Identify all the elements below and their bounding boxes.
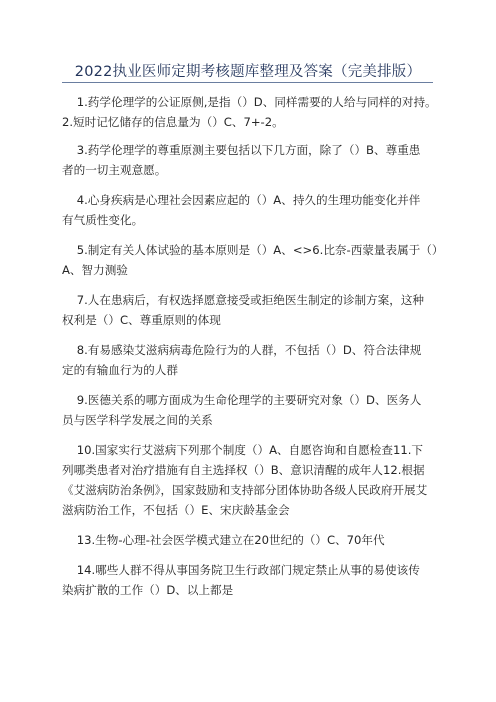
question-paragraph (62, 530, 438, 550)
text-line: 4.心身疾病是心理社会因素应起的（）A、持久的生理功能变化并伴 (62, 193, 421, 207)
question-paragraph (62, 290, 438, 330)
text-line: 者的一切主观意愿。 (62, 163, 167, 177)
title-underline (62, 82, 433, 83)
text-line: 13.生物-心理-社会医学模式建立在20世纪的（）C、70年代 (62, 533, 385, 547)
text-line: 有气质性变化。 (62, 213, 144, 227)
text-line: 5.制定有关人体试验的基本原则是（）A、<>6.比奈-西蒙量表属于（） (62, 243, 444, 257)
question-paragraph (62, 240, 444, 280)
question-paragraph (62, 92, 438, 132)
text-line: 权利是（）C、尊重原则的体现 (62, 313, 221, 327)
text-line: A、智力测验 (62, 263, 128, 277)
text-line: 滋病防治工作，不包括（）E、宋庆龄基金会 (62, 503, 290, 517)
text-line: 7.人在患病后，有权选择愿意接受或拒绝医生制定的诊制方案，这种 (62, 293, 425, 307)
question-paragraph (62, 340, 438, 380)
text-line: 10.国家实行艾滋病下列那个制度（）A、自愿咨询和自愿检查11.下 (62, 443, 423, 457)
text-line: 8.有易感染艾滋病病毒危险行为的人群，不包括（）D、符合法律规 (62, 343, 422, 357)
text-line: 9.医德关系的哪方面成为生命伦理学的主要研究对象（）D、医务人 (62, 393, 422, 407)
document-title: 2022执业医师定期考核题库整理及答案（完美排版） (74, 64, 422, 80)
text-line: 染病扩散的工作（）D、以上都是 (62, 583, 234, 597)
question-paragraph (62, 390, 438, 430)
document-body (62, 92, 444, 610)
text-line: 列哪类患者对治疗措施有自主选择权（）B、意识清醒的成年人12.根据 (62, 463, 425, 477)
question-paragraph (62, 560, 438, 600)
question-paragraph (62, 440, 438, 520)
text-line: 定的有输血行为的人群 (62, 363, 178, 377)
text-line: 员与医学科学发展之间的关系 (62, 413, 213, 427)
text-line: 1.药学伦理学的公证原侧,是指（）D、同样需要的人给与同样的对持。 (62, 95, 437, 109)
text-line: 3.药学伦理学的尊重原测主要包括以下几方面，除了（）B、尊重患 (62, 143, 421, 157)
text-line: 14.哪些人群不得从事国务院卫生行政部门规定禁止从事的易使该传 (62, 563, 420, 577)
question-paragraph (62, 140, 438, 180)
question-paragraph (62, 190, 438, 230)
text-line: 2.短时记忆储存的信息量为（）C、7+-2。 (62, 115, 284, 129)
text-line: 《艾滋病防治条例》，国家鼓励和支持部分团体协助各级人民政府开展艾 (62, 483, 428, 497)
